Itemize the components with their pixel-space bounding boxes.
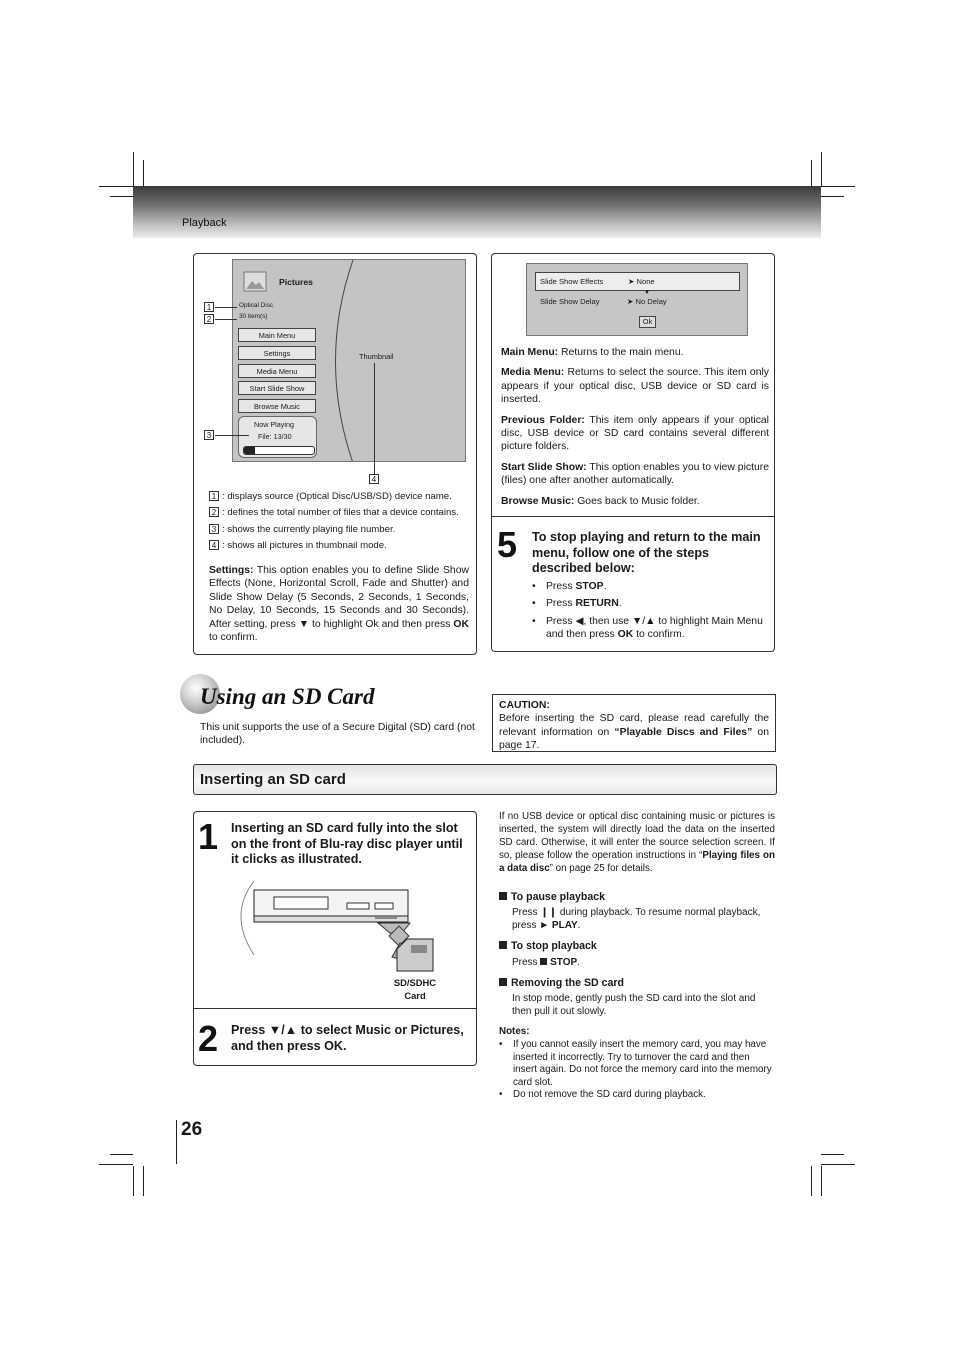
file-number: File: 13/30 xyxy=(258,432,292,441)
crop-mark xyxy=(110,196,133,197)
subsection-bar xyxy=(193,764,777,795)
step5-number: 5 xyxy=(497,524,518,565)
thumbnail-area-curve xyxy=(323,260,466,462)
crop-mark xyxy=(821,1164,855,1165)
callout-line xyxy=(215,435,249,436)
section-intro: This unit supports the use of a Secure Digital (SD) card (not included). xyxy=(200,722,475,747)
crop-mark xyxy=(821,1154,844,1155)
step5-bullet-1: • Press STOP. xyxy=(532,580,770,593)
menu-settings[interactable]: Settings xyxy=(238,346,316,360)
page-number: 26 xyxy=(181,1119,203,1140)
delay-label: Slide Show Delay xyxy=(540,297,600,306)
callout-4: 4 xyxy=(369,474,379,484)
legend-1: 1 : displays source (Optical Disc/USB/SD) device name. xyxy=(209,491,452,502)
crop-mark xyxy=(143,160,144,186)
item-count: 30 item(s) xyxy=(239,313,268,320)
ok-button[interactable]: Ok xyxy=(639,316,656,328)
crop-mark xyxy=(811,160,812,186)
legend-2: 2 : defines the total number of files that a device contains. xyxy=(209,507,459,518)
pictures-screen xyxy=(232,259,466,462)
step2-number: 2 xyxy=(198,1018,219,1059)
crop-mark xyxy=(133,1166,134,1196)
notes-list xyxy=(499,1039,775,1106)
progress-fill xyxy=(244,447,255,454)
step1-title: Inserting an SD card fully into the slot on the front of Blu-ray disc player until it clicks as illustrated. xyxy=(231,821,463,867)
crop-mark xyxy=(143,1166,144,1196)
now-playing-label: Now Playing xyxy=(254,420,294,429)
crop-mark xyxy=(821,196,844,197)
menu-browse-music[interactable]: Browse Music xyxy=(238,399,316,413)
callout-line xyxy=(215,307,237,308)
header-bar xyxy=(133,186,821,238)
section-label: Playback xyxy=(182,217,227,229)
effects-row[interactable] xyxy=(535,272,740,291)
menu-media-menu[interactable]: Media Menu xyxy=(238,364,316,378)
pause-heading: To pause playback xyxy=(499,891,605,903)
step5-bullets xyxy=(532,580,770,646)
step5-bullet-2: • Press RETURN. xyxy=(532,597,770,610)
pause-icon: ❙❙ xyxy=(540,907,558,918)
step1-number: 1 xyxy=(198,816,219,857)
crop-mark xyxy=(99,186,133,187)
callout-2: 2 xyxy=(204,314,214,324)
stop-text: Press STOP. xyxy=(512,957,580,968)
screen-title: Pictures xyxy=(279,277,313,287)
section-title: Using an SD Card xyxy=(200,684,375,709)
step5-title: To stop playing and return to the main menu, follow one of the steps described below: xyxy=(532,530,761,576)
callout-1: 1 xyxy=(204,302,214,312)
desc-media-menu: Media Menu: Returns to select the source. This item only appears if your optical disc, USB device or SD card is inserted. xyxy=(501,367,769,406)
caution-box: CAUTION: Before inserting the SD card, please read carefully the relevant information on “Playable Discs and Files” on page 17. xyxy=(492,694,776,752)
sd-load-intro: If no USB device or optical disc containing music or pictures is inserted, the system will directly load the data on the inserted SD card. Otherwise, it will enter the source selection screen. If so, please follow the operation instructions in “Playing files on a data disc” on page 25 for details. xyxy=(499,811,775,874)
slideshow-dialog xyxy=(526,263,748,336)
desc-main-menu: Main Menu: Returns to the main menu. xyxy=(501,347,684,358)
crop-mark xyxy=(821,152,822,186)
desc-previous-folder: Previous Folder: This item only appears if your optical disc, USB device or SD card contains several different picture folders. xyxy=(501,414,769,453)
step2-title: Press ▼/▲ to select Music or Pictures, and then press OK. xyxy=(231,1023,464,1053)
delay-value: ➤ No Delay xyxy=(627,297,667,306)
menu-descriptions xyxy=(501,346,769,508)
now-playing-box xyxy=(238,416,317,458)
note-1: • If you cannot easily insert the memory card, you may have inserted it incorrectly. Try to turnover the card and then insert again. Do not force the memory card into the memory card slot. xyxy=(499,1039,775,1089)
crop-mark xyxy=(811,1166,812,1196)
crop-mark xyxy=(99,1164,133,1165)
settings-description: Settings: This option enables you to define Slide Show Effects (None, Horizontal Scroll, Fade and Shutter) and Slide Show Delay (5 Seconds, 2 Seconds, 1 Seconds, No Delay, 10 Seconds, 15 Seconds and 30 Seconds). After setting, press ▼ to highlight Ok and then press OK to confirm. xyxy=(209,565,469,644)
remove-heading: Removing the SD card xyxy=(499,977,624,989)
menu-main-menu[interactable]: Main Menu xyxy=(238,328,316,342)
effects-value: ➤ None xyxy=(628,277,655,286)
note-2: • Do not remove the SD card during playback. xyxy=(499,1089,775,1102)
down-arrow-icon: ▼ xyxy=(644,290,650,296)
stop-heading: To stop playback xyxy=(499,940,597,952)
subsection-title: Inserting an SD card xyxy=(200,771,346,788)
desc-browse-music: Browse Music: Goes back to Music folder. xyxy=(501,495,700,507)
sd-card-icon xyxy=(393,935,437,975)
pause-text: Press ❙❙ during playback. To resume normal playback, press ► PLAY. xyxy=(512,907,761,931)
legend-3: 3 : shows the currently playing file number. xyxy=(209,524,395,535)
play-icon: ► xyxy=(539,920,550,931)
legend-4: 4 : shows all pictures in thumbnail mode. xyxy=(209,540,387,551)
crop-mark xyxy=(821,1166,822,1196)
effects-label: Slide Show Effects xyxy=(540,277,604,286)
callout-line xyxy=(374,363,375,474)
source-name: Optical Disc xyxy=(239,302,274,309)
picture-folder-icon xyxy=(243,270,267,292)
notes-heading: Notes: xyxy=(499,1026,530,1037)
thumbnail-label: Thumbnail xyxy=(359,352,394,361)
step5-bullet-3: • Press ◀, then use ▼/▲ to highlight Main Menu and then press OK to confirm. xyxy=(532,615,770,642)
progress-bar xyxy=(243,446,315,455)
desc-start-slide-show: Start Slide Show: This option enables you to view picture (files) one after another automatically. xyxy=(501,461,769,487)
menu-start-slide-show[interactable]: Start Slide Show xyxy=(238,381,316,395)
callout-line xyxy=(215,319,237,320)
crop-mark xyxy=(821,186,855,187)
page-number-rule xyxy=(176,1120,177,1164)
crop-mark xyxy=(110,1154,133,1155)
crop-mark xyxy=(133,152,134,186)
callout-3: 3 xyxy=(204,430,214,440)
sd-card-label: SD/SDHC Card xyxy=(393,977,437,1001)
remove-text: In stop mode, gently push the SD card into the slot and then pull it out slowly. xyxy=(512,993,756,1017)
